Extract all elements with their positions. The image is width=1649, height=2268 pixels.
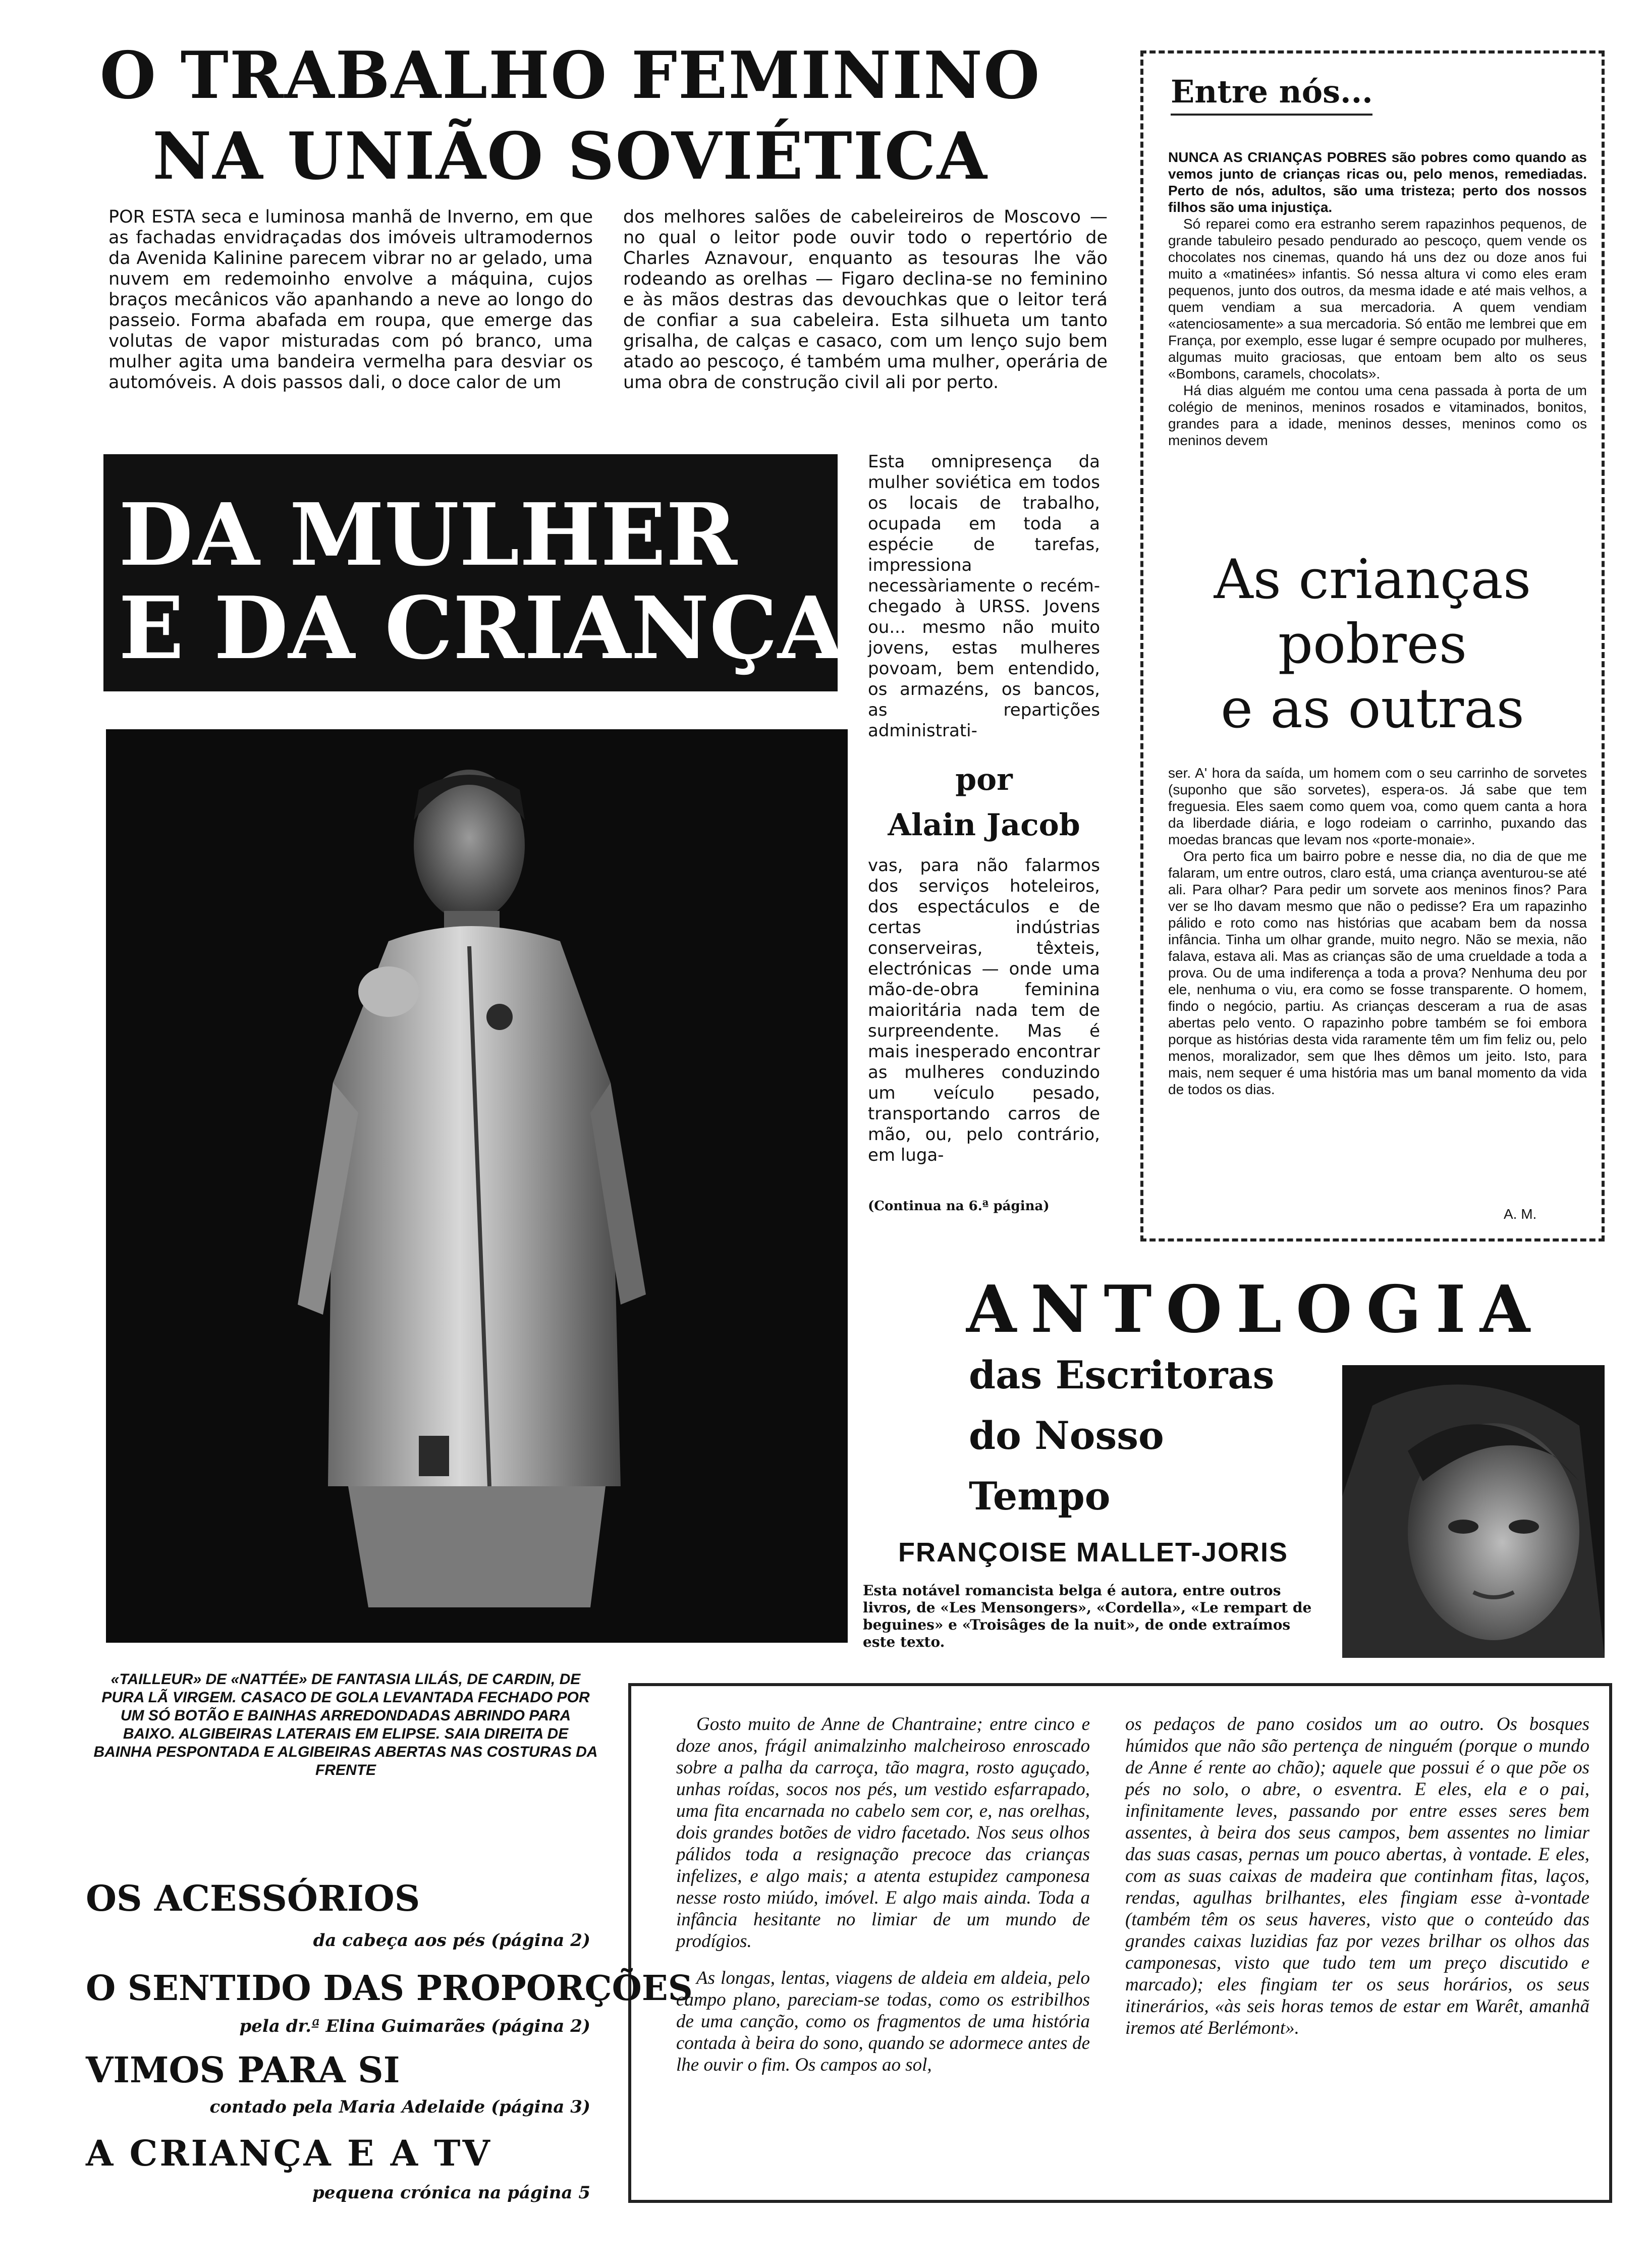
fashion-photo (106, 729, 848, 1643)
author-portrait-photo (1342, 1365, 1605, 1658)
entre-nos-subtitle (1150, 548, 1595, 741)
antologia-subtitle-1: das Escritoras (969, 1353, 1275, 1397)
intro-column-2 (623, 207, 1108, 393)
intro-paragraph-1: POR ESTA seca e luminosa manhã de Inverno, em que as fachadas envidraçadas dos imóveis ultramodernos da Avenida Kalinine parecem vibrar no ar gelado, uma nuvem em redemoinho envolve a máquina, cujos braços mecânicos vão apanhando a neve ao longo do passeio. Forma abafada em roupa, que emerge das volutas de vapor misturadas com pó branco, uma mulher agita uma bandeira vermelha para desviar os automóveis. A dois passos dali, o doce calor de um (108, 207, 593, 393)
intro-column-1 (108, 207, 593, 393)
entre-nos-title: Entre nós... (1171, 73, 1373, 110)
headline-line-2: NA UNIÃO SOVIÉTICA (152, 119, 988, 194)
entre-nos-signature: A. M. (1504, 1206, 1537, 1222)
index-title-1: OS ACESSÓRIOS (86, 1877, 420, 1919)
byline-por: por (955, 762, 1013, 797)
entre-nos-paragraph-5: Ora perto fica um bairro pobre e nesse dia, no dia de que me falaram, um entre outros, claro está, uma criança aventurou-se até ali. Para olhar? Para pedir um sorvete aos meninos finos? Para ver se lho davam mesmo que não o pedisse? Era um rapazinho pálido e roto como nas histórias que acabam bem da nossa infância. Tinha um olhar grande, muito negro. Não se mexia, não falava, estava ali. Mas as crianças são de uma crueldade a toda a prova. Ou de uma indiferença a toda a prova? Nenhuma deu por ele, nenhuma o viu, era como se fosse transparente. O homem, findo o negócio, partiu. As crianças desceram a rua de asas abertas pelo vento. O rapazinho pobre também se foi embora porque as histórias desta vida raramente têm um fim feliz ou, pelo menos, moralizador, sem que lhes dêmos um jeito. Isto, para mais, nem sequer é uma história mas um banal momento da vida de todos os dias. (1168, 848, 1587, 1097)
index-sub-4: pequena crónica na página 5 (312, 2183, 590, 2203)
banner-line-1: DA MULHER (119, 484, 737, 585)
subtitle-line-3: e as outras (1221, 677, 1524, 740)
antologia-title: ANTOLOGIA (966, 1272, 1545, 1347)
index-title-2: O SENTIDO DAS PROPORÇÕES (86, 1968, 693, 2009)
story-column-1 (676, 1713, 1090, 2076)
story-paragraph-3: os pedaços de pano cosidos um ao outro. Os bosques húmidos que não são pertença de ninguém (porque o mundo de Anne é rente ao chão); aquele que possui é o que põe os pés no solo, o abre, o esventra. E eles, ela e o pai, infinitamente leves, passando por entre esses seres bem assentes, à beira dos seus campos, bem assentes no limiar das suas casas, pernas um pouco abertas, à vontade. E eles, com as suas caixas de madeira que continham fitas, laços, rendas, agulhas brilhantes, eles fingiam esse à-vontade (também têm os seus haveres, visto que o conteúdo das grandes caixas luzidias faz por vezes brilhar os olhos das camponesas, visto que tudo tem um preço discutido e marcado); eles fingiam ter os seus horários, os seus itinerários, «às seis horas temos de estar em Warêt, amanhã iremos até Berlémont». (1125, 1714, 1589, 2038)
entre-nos-text-top (1168, 149, 1587, 449)
fashion-figure-illustration (106, 729, 848, 1643)
story-paragraph-1: Gosto muito de Anne de Chantraine; entre cinco e doze anos, frágil animalzinho malcheiroso enroscado sobre a palha da carroça, tão magra, rosto aguçado, unhas roídas, socos nos pés, um vestido esfarrapado, uma fita encarnada no cabelo sem cor, e, nas orelhas, dois grandes botões de vidro facetado. Nos seus olhos pálidos toda a resignação precoce das crianças infelizes, e algo mais; a atenta estupidez camponesa nesse rosto miúdo, imóvel. E algo mais ainda. Toda a infância hesitante no limiar de um mundo de prodígios. (676, 1714, 1090, 1952)
section-banner (103, 454, 844, 691)
subtitle-line-2: pobres (1278, 613, 1467, 676)
antologia-subtitle-3: Tempo (969, 1474, 1111, 1519)
article-narrow-column-top (868, 452, 1100, 741)
byline-author: Alain Jacob (888, 807, 1080, 843)
main-headline (61, 35, 1080, 197)
story-paragraph-2: As longas, lentas, viagens de aldeia em aldeia, pelo campo plano, pareciam-se todas, como os estribilhos de uma canção, como os fragmentos de uma história contada à beira do sono, quando se adormece antes de lhe ouvir o fim. Os campos ao sol, (676, 1968, 1090, 2075)
antologia-subtitle-2: do Nosso (969, 1413, 1164, 1458)
antologia-author: FRANÇOISE MALLET-JORIS (898, 1537, 1289, 1568)
story-column-2 (1125, 1713, 1589, 2039)
article-narrow-column-bottom (868, 855, 1100, 1166)
article-paragraph-2: vas, para não falarmos dos serviços hoteleiros, dos espectáculos e de certas indústrias conserveiras, têxteis, electrónicas — onde uma mão-de-obra feminina maioritária nada tem de surpreendente. Mas é mais inesperado encontrar as mulheres conduzindo um veículo pesado, transportando carros de mão, ou, pelo contrário, em luga- (868, 855, 1100, 1165)
entre-nos-paragraph-3: Há dias alguém me contou uma cena passada à porta de um colégio de meninos, meninos rosados e vitaminados, bonitos, grandes para a idade, meninos desses, meninos como os meninos devem (1168, 383, 1587, 448)
subtitle-line-1: As crianças (1214, 548, 1531, 611)
entre-nos-paragraph-4: ser. A' hora da saída, um homem com o seu carrinho de sorvetes (suponho que são sorvetes), espera-os. Já sabe que tem freguesia. Eles saem como quem voa, como quem canta a hora da liberdade diária, e logo rodeiam o carrinho, puxando das moedas brancas que levam nos «porte-monaie». (1168, 765, 1587, 847)
banner-line-2: E DA CRIANÇA (119, 578, 844, 679)
index-title-4: A CRIANÇA E A TV (86, 2132, 492, 2174)
index-sub-2: pela dr.ª Elina Guimarães (página 2) (239, 2016, 590, 2036)
antologia-intro: Esta notável romancista belga é autora, entre outros livros, de «Les Mensongers», «Cordella», «Le rempart de beguines» e «Troisâges de la nuit», de onde extraímos este texto. (863, 1582, 1312, 1650)
headline-line-1: O TRABALHO FEMININO (99, 38, 1041, 114)
continued-note: (Continua na 6.ª página) (868, 1199, 1050, 1214)
entre-nos-divider (1171, 114, 1372, 116)
index-sub-1: da cabeça aos pés (página 2) (313, 1930, 590, 1951)
author-portrait-illustration (1342, 1365, 1605, 1658)
index-title-3: VIMOS PARA SI (86, 2049, 400, 2091)
entre-nos-paragraph-1: NUNCA AS CRIANÇAS POBRES são pobres como quando as vemos junto de crianças ricas ou, pelo menos, remediadas. Perto de nós, adultos, são uma tristeza; perto dos nossos filhos são uma injustiça. (1168, 149, 1587, 215)
article-paragraph-1: Esta omnipresença da mulher soviética em todos os locais de trabalho, ocupada em toda a espécie de tarefas, impressiona necessàriamente o recém-chegado à URSS. Jovens ou... mesmo não muito jovens, estas mulheres povoam, bem entendido, os armazéns, os bancos, as repartições administrati- (868, 452, 1100, 741)
index-sub-3: contado pela Maria Adelaide (página 3) (209, 2097, 590, 2117)
intro-paragraph-2: dos melhores salões de cabeleireiros de Moscovo — no qual o leitor pode ouvir todo o repertório de Charles Aznavour, enquanto as tesouras lhe vão rodeando as orelhas — Figaro declina-se no feminino e às mãos destras das devouchkas que o leitor terá de confiar a sua cabeleira. Esta silhueta um tanto grisalha, de calças e casaco, com um lenço sujo bem atado ao pescoço, é também uma mulher, operária de uma obra de construção civil ali por perto. (623, 207, 1108, 393)
entre-nos-paragraph-2: Só reparei como era estranho serem rapazinhos pequenos, de grande tabuleiro pesado pendurado ao pescoço, quem vende os chocolates nos cinemas, quando há uns dez ou doze anos fui muito a «matinées» infantis. Só nessa altura vi como eles eram pequenos, junto dos outros, da mesma idade e até mais velhos, a quem vendiam a sua mercadoria. A quem vendiam «atenciosamente» a sua mercadoria. Só então me lembrei que em França, por exemplo, esse lugar é sempre ocupado por mulheres, algumas muito graciosas, que entoam bem alto os seus «Bombons, caramels, chocolats». (1168, 216, 1587, 382)
photo-caption: «TAILLEUR» DE «NATTÉE» DE FANTASIA LILÁS, DE CARDIN, DE PURA LÃ VIRGEM. CASACO DE GOLA LEVANTADA FECHADO POR UM SÓ BOTÃO E BAINHAS ARREDONDADAS ABRINDO PARA BAIXO. ALGIBEIRAS LATERAIS EM ELIPSE. SAIA DIREITA DE BAINHA PESPONTADA E ALGIBEIRAS ABERTAS NAS COSTURAS DA FRENTE (93, 1671, 598, 1778)
entre-nos-text-bottom (1168, 765, 1587, 1098)
